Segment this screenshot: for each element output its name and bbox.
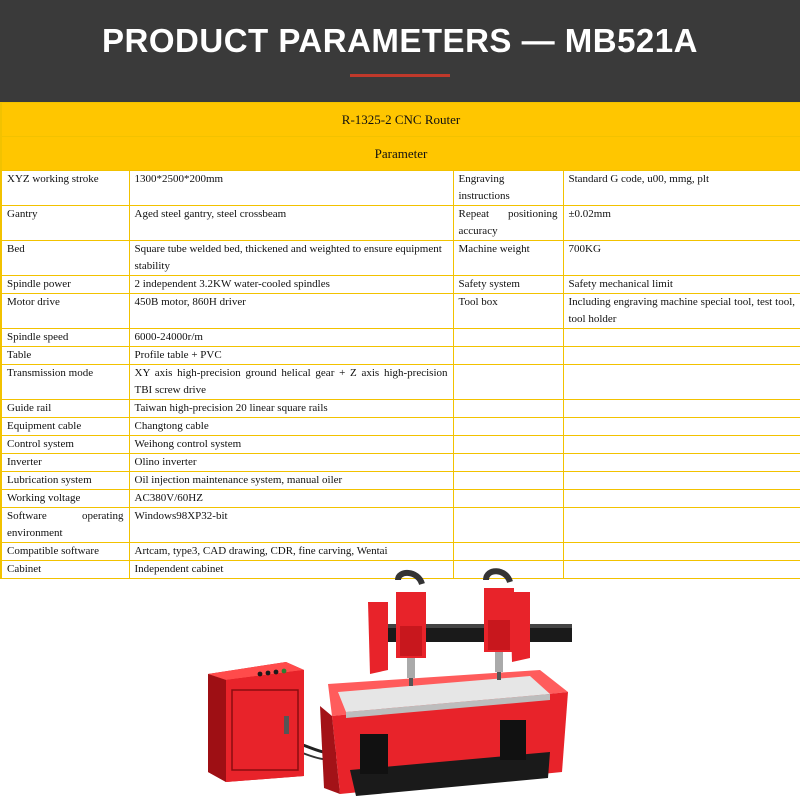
param-value-2: 700KG xyxy=(563,241,800,276)
param-label: Compatible software xyxy=(1,543,129,561)
param-label: Control system xyxy=(1,436,129,454)
param-label-2: Machine weight xyxy=(453,241,563,276)
param-label-2 xyxy=(453,436,563,454)
param-label: Lubrication system xyxy=(1,472,129,490)
param-label-2 xyxy=(453,543,563,561)
param-label-2 xyxy=(453,418,563,436)
param-label: Spindle power xyxy=(1,276,129,294)
table-row xyxy=(1,490,800,508)
param-value: Taiwan high-precision 20 linear square rails xyxy=(129,400,453,418)
param-value-2 xyxy=(563,436,800,454)
table-row xyxy=(1,472,800,490)
table-row xyxy=(1,241,800,276)
page-title: PRODUCT PARAMETERS — MB521A xyxy=(102,22,698,59)
param-label: Transmission mode xyxy=(1,365,129,400)
spindle-head-icon xyxy=(396,573,426,686)
param-label-2: Tool box xyxy=(453,294,563,329)
param-value-2: Including engraving machine special tool, test tool, tool holder xyxy=(563,294,800,329)
param-value: Artcam, type3, CAD drawing, CDR, fine carving, Wentai xyxy=(129,543,453,561)
param-label-2 xyxy=(453,508,563,543)
param-value-2 xyxy=(563,543,800,561)
spindle-head-icon xyxy=(484,571,514,680)
parameters-table-container xyxy=(0,102,800,579)
table-row xyxy=(1,436,800,454)
param-value: AC380V/60HZ xyxy=(129,490,453,508)
param-value-2 xyxy=(563,365,800,400)
param-value: Olino inverter xyxy=(129,454,453,472)
table-row xyxy=(1,294,800,329)
machine-bed-icon xyxy=(320,670,568,796)
param-label: Inverter xyxy=(1,454,129,472)
table-row xyxy=(1,329,800,347)
table-title: R-1325-2 CNC Router xyxy=(1,103,800,137)
table-title-row xyxy=(1,103,800,137)
table-subtitle-row xyxy=(1,137,800,171)
param-value-2 xyxy=(563,400,800,418)
table-row xyxy=(1,276,800,294)
param-value-2 xyxy=(563,418,800,436)
control-cabinet-icon xyxy=(208,662,304,782)
param-value: 450B motor, 860H driver xyxy=(129,294,453,329)
param-value: 6000-24000r/m xyxy=(129,329,453,347)
param-value-2 xyxy=(563,508,800,543)
param-value: 2 independent 3.2KW water-cooled spindles xyxy=(129,276,453,294)
parameters-table xyxy=(0,102,800,579)
param-label-2 xyxy=(453,347,563,365)
param-label-2 xyxy=(453,490,563,508)
param-label: Spindle speed xyxy=(1,329,129,347)
table-row xyxy=(1,171,800,206)
param-label-2 xyxy=(453,365,563,400)
param-label-2: Engraving instructions xyxy=(453,171,563,206)
param-label-2: Safety system xyxy=(453,276,563,294)
param-label: Working voltage xyxy=(1,490,129,508)
table-row xyxy=(1,454,800,472)
param-value-2 xyxy=(563,329,800,347)
param-value-2: Safety mechanical limit xyxy=(563,276,800,294)
param-label: Equipment cable xyxy=(1,418,129,436)
param-value: XY axis high-precision ground helical gear + Z axis high-precision TBI screw drive xyxy=(129,365,453,400)
param-value: Windows98XP32-bit xyxy=(129,508,453,543)
param-value: Aged steel gantry, steel crossbeam xyxy=(129,206,453,241)
table-row xyxy=(1,543,800,561)
param-value: 1300*2500*200mm xyxy=(129,171,453,206)
param-value: Weihong control system xyxy=(129,436,453,454)
table-row xyxy=(1,206,800,241)
param-value: Independent cabinet xyxy=(129,561,453,579)
param-label-2 xyxy=(453,454,563,472)
param-value-2 xyxy=(563,472,800,490)
table-row xyxy=(1,418,800,436)
param-value: Square tube welded bed, thickened and weighted to ensure equipment stability xyxy=(129,241,453,276)
param-value-2: Standard G code, u00, mmg, plt xyxy=(563,171,800,206)
table-row xyxy=(1,347,800,365)
param-label: Gantry xyxy=(1,206,129,241)
table-row xyxy=(1,365,800,400)
param-value: Oil injection maintenance system, manual oiler xyxy=(129,472,453,490)
table-row xyxy=(1,508,800,543)
page-header xyxy=(0,0,800,102)
param-value-2 xyxy=(563,490,800,508)
param-label-2 xyxy=(453,400,563,418)
param-value-2: ±0.02mm xyxy=(563,206,800,241)
param-label: Cabinet xyxy=(1,561,129,579)
cnc-router-machine-image xyxy=(200,566,600,800)
param-label: Table xyxy=(1,347,129,365)
param-label-2: Repeat positioning accuracy xyxy=(453,206,563,241)
table-subtitle: Parameter xyxy=(1,137,800,171)
param-label: Guide rail xyxy=(1,400,129,418)
param-value: Changtong cable xyxy=(129,418,453,436)
param-label: Bed xyxy=(1,241,129,276)
param-label-2 xyxy=(453,472,563,490)
param-label: Motor drive xyxy=(1,294,129,329)
title-underline xyxy=(350,74,450,77)
table-row xyxy=(1,400,800,418)
param-label-2 xyxy=(453,329,563,347)
param-value-2 xyxy=(563,454,800,472)
param-label: XYZ working stroke xyxy=(1,171,129,206)
param-label: Software operating environment xyxy=(1,508,129,543)
param-value: Profile table + PVC xyxy=(129,347,453,365)
param-value-2 xyxy=(563,347,800,365)
